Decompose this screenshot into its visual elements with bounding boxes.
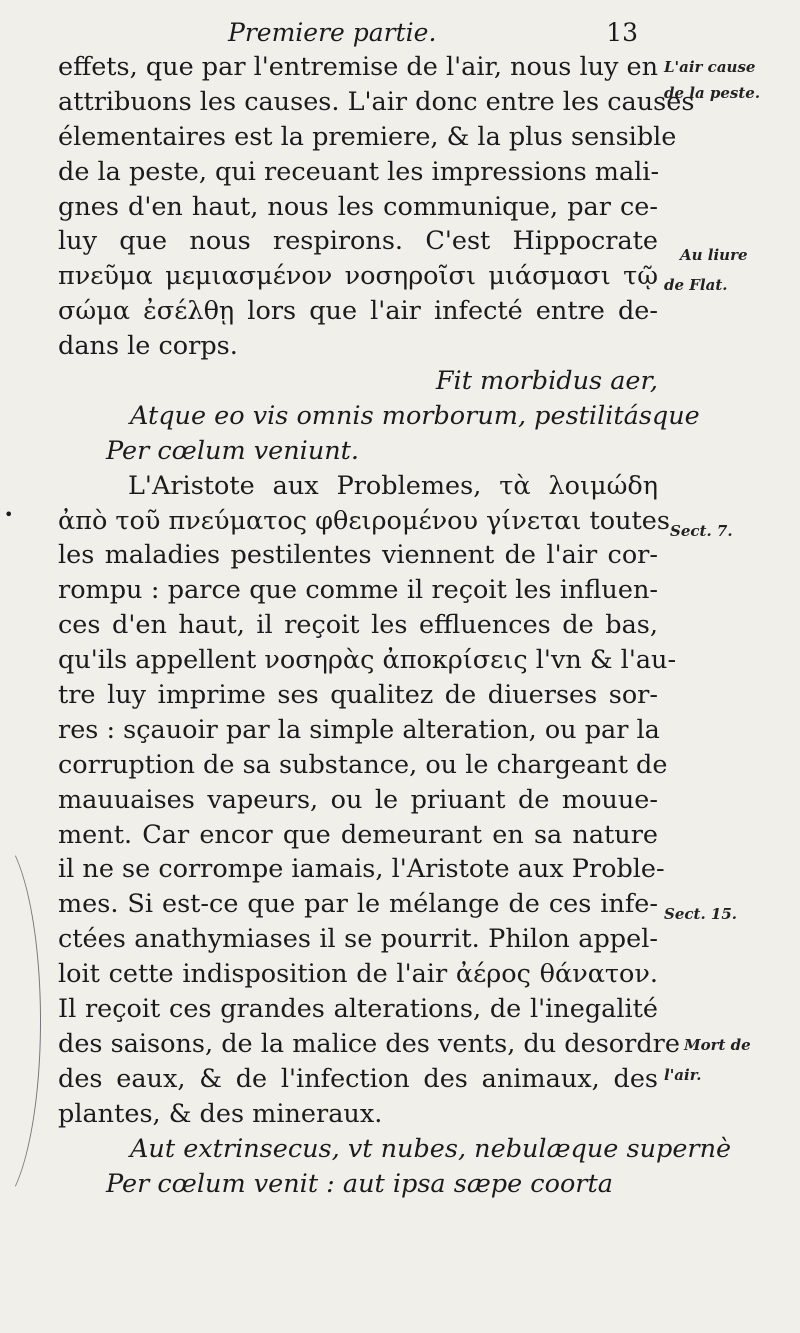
text-line: corruption de sa substance, ou le chargeant de	[58, 749, 668, 780]
text-line: attribuons les causes. L'air donc entre les causes	[58, 86, 695, 117]
margin-note-sect-7: Sect. 7.	[670, 522, 733, 540]
running-title: Premiere partie.	[228, 18, 437, 47]
verse-line: Per cœlum venit : aut ipsa sæpe coorta	[106, 1168, 613, 1199]
text-line: luy que nous respirons. C'est Hippocrate	[58, 226, 658, 257]
text-line: tre luy imprime ses qualitez de diuerses sor-	[58, 680, 658, 711]
text-line: plantes, & des mineraux.	[58, 1098, 383, 1129]
text-line: les maladies pestilentes viennent de l'air cor-	[58, 540, 658, 571]
verse-line: Per cœlum veniunt.	[106, 435, 360, 466]
text-line: qu'ils appellent νοσηρὰς ἀποκρίσεις l'vn & l'au-	[58, 645, 677, 676]
text-line: élementaires est la premiere, & la plus sensible	[58, 121, 677, 152]
text-line: des eaux, & de l'infection des animaux, des	[58, 1063, 658, 1094]
text-line: loit cette indisposition de l'air ἀέρος θάνατον.	[58, 959, 658, 990]
text-line: ctées anathymiases il se pourrit. Philon appel-	[58, 924, 658, 955]
stray-ink-mark: •	[4, 505, 14, 524]
text-line: mauuaises vapeurs, ou le priuant de mouue-	[58, 784, 658, 815]
text-line: il ne se corrompe iamais, l'Aristote aux Proble-	[58, 854, 665, 885]
text-line: ces d'en haut, il reçoit les effluences de bas,	[58, 610, 658, 641]
text-line: L'Aristote aux Problemes, τὰ λοιμώδη	[128, 470, 658, 501]
text-line: de la peste, qui receuant les impressions mali-	[58, 156, 660, 187]
margin-note-au-liure: Au liure	[680, 246, 748, 264]
text-line: dans le corps.	[58, 331, 238, 362]
text-line: σώμα ἐσέλθῃ lors que l'air infecté entre de-	[58, 296, 658, 327]
greek-line: ἀπὸ τοῦ πνεύματος φθειρομένου γίνεται toutes	[58, 505, 670, 536]
verse-line: Fit morbidus aer,	[435, 366, 658, 397]
text-line: ment. Car encor que demeurant en sa nature	[58, 819, 658, 850]
text-line: gnes d'en haut, nous les communique, par ce-	[58, 191, 658, 222]
text-line: Il reçoit ces grandes alterations, de l'inegalité	[58, 994, 658, 1025]
page-number: 13	[606, 18, 638, 47]
margin-note-air-cause: L'air cause	[664, 58, 756, 76]
margin-note-sect-15: Sect. 15.	[664, 905, 737, 923]
text-line: mes. Si est-ce que par le mélange de ces infe-	[58, 889, 658, 920]
margin-note-de-flat: de Flat.	[664, 276, 728, 294]
text-line: rompu : parce que comme il reçoit les influen-	[58, 575, 658, 606]
margin-note-air-cause-2: de la peste.	[664, 84, 761, 102]
text-line: effets, que par l'entremise de l'air, nous luy en	[58, 52, 659, 82]
greek-line: πνεῦμα μεμιασμένον νοσηροῖσι μιάσμασι τῷ	[58, 261, 658, 292]
verse-line: Aut extrinsecus, vt nubes, nebulæque supernè	[130, 1133, 732, 1164]
text-line: des saisons, de la malice des vents, du desordre	[58, 1028, 680, 1059]
text-line: res : sçauoir par la simple alteration, ou par la	[58, 714, 660, 745]
margin-note-lair: l'air.	[664, 1066, 702, 1084]
margin-note-mort-de: Mort de	[684, 1036, 751, 1054]
verse-line: Atque eo vis omnis morborum, pestilitásque	[130, 400, 700, 431]
